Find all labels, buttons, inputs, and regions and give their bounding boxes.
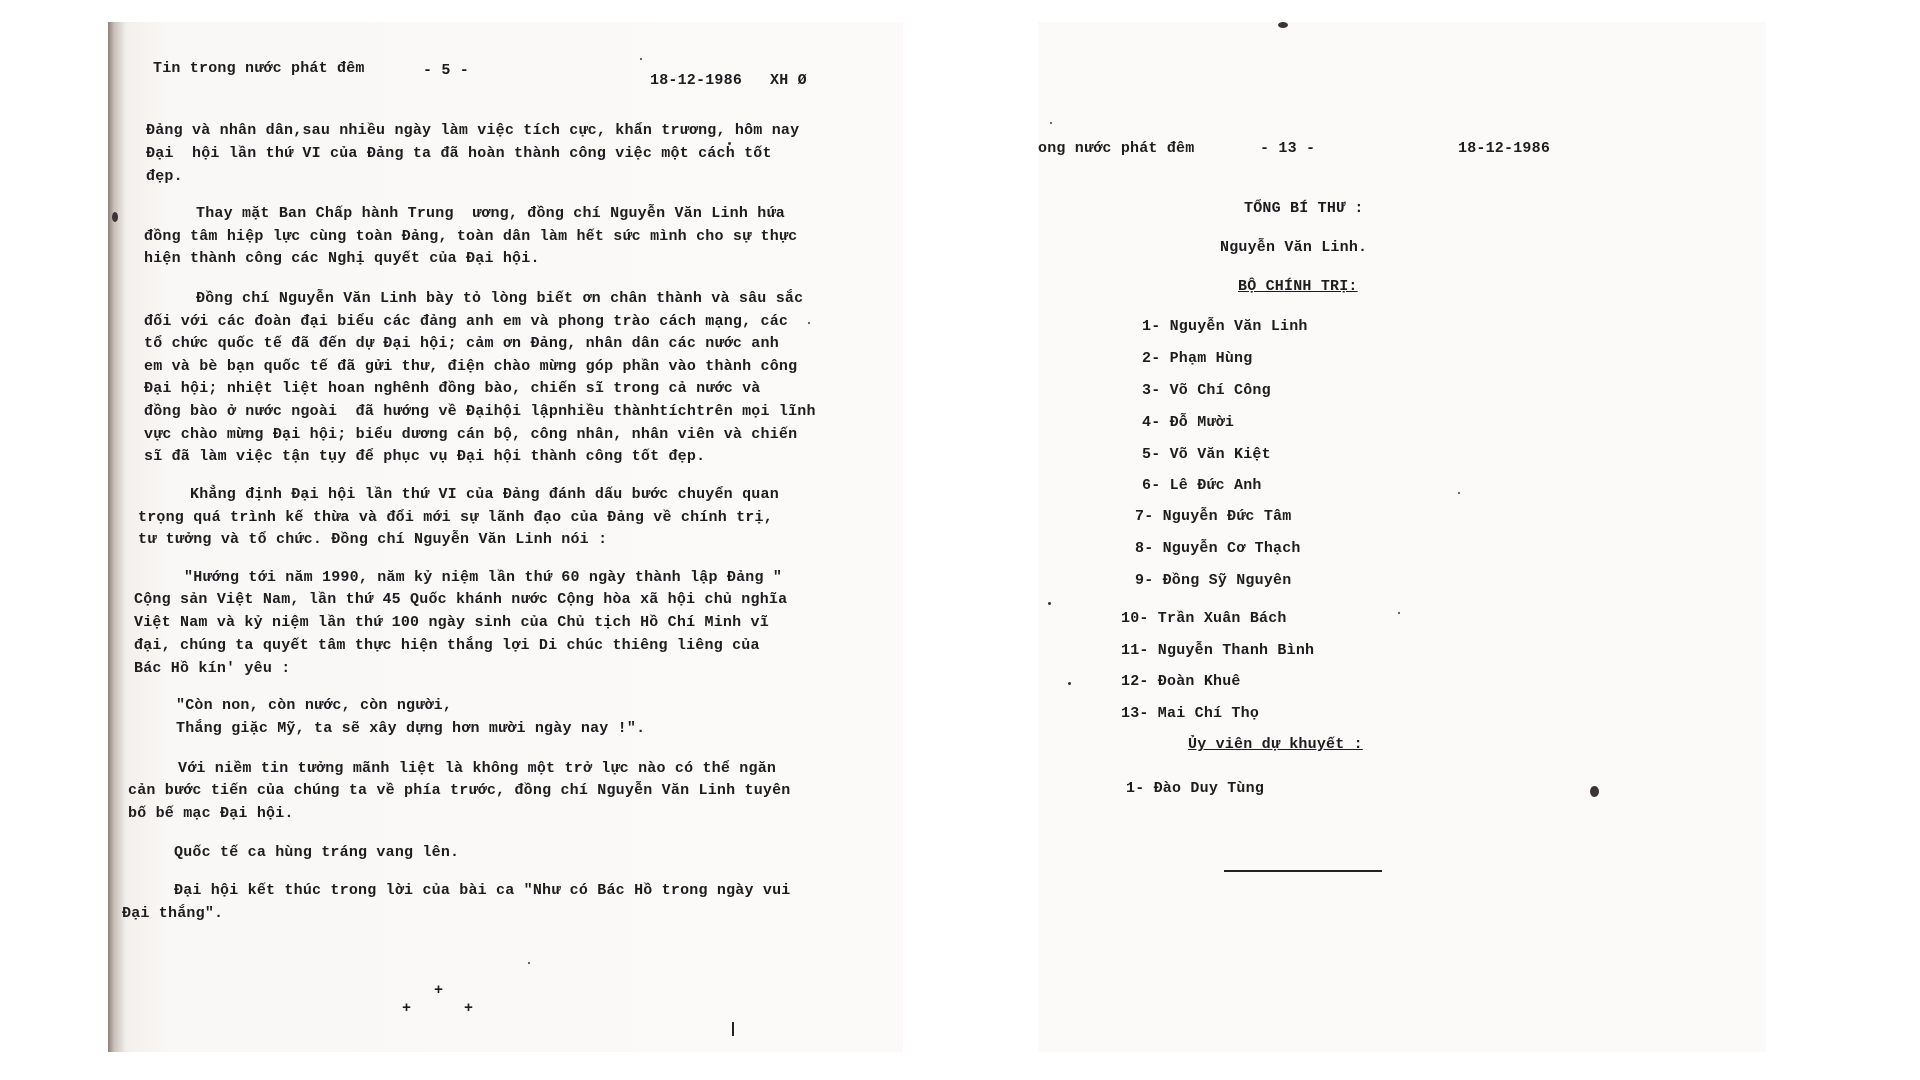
page-header-code: XH Ø	[770, 72, 807, 89]
paper-speck	[728, 142, 731, 145]
body-line: tổ chức quốc tế đã đến dự Đại hội; cảm ơn Đảng, nhân dân các nước anh	[144, 335, 779, 352]
politburo-member: 12- Đoàn Khuê	[1121, 673, 1241, 690]
body-line: Với niềm tin tưởng mãnh liệt là không một trở lực nào có thể ngăn	[178, 760, 777, 777]
body-line: đối với các đoàn đại biểu các đảng anh em và phong trào cách mạng, các	[144, 313, 789, 330]
document-page-left	[108, 22, 903, 1052]
body-line: em và bè bạn quốc tế đã gửi thư, điện chào mừng góp phần vào thành công	[144, 358, 798, 375]
page-number: - 13 -	[1260, 140, 1316, 157]
body-line: Khẳng định Đại hội lần thứ VI của Đảng đánh dấu bước chuyển quan	[190, 486, 779, 503]
politburo-member: 11- Nguyễn Thanh Bình	[1121, 642, 1315, 659]
body-line: Đại hội; nhiệt liệt hoan nghênh đồng bào, chiến sĩ trong cả nước và	[144, 380, 761, 397]
body-line: Đồng chí Nguyễn Văn Linh bày tỏ lòng biết ơn chân thành và sâu sắc	[196, 290, 804, 307]
general-secretary-heading: TỔNG BÍ THƯ :	[1244, 200, 1364, 217]
politburo-member: 6- Lê Đức Anh	[1142, 477, 1262, 494]
paper-speck	[1278, 22, 1288, 28]
politburo-member: 3- Võ Chí Công	[1142, 382, 1271, 399]
body-line: cản bước tiến của chúng ta về phía trước, đồng chí Nguyễn Văn Linh tuyên	[128, 782, 791, 799]
politburo-member: 9- Đồng Sỹ Nguyên	[1135, 572, 1292, 589]
politburo-member: 10- Trần Xuân Bách	[1121, 610, 1287, 627]
body-line: bố bế mạc Đại hội.	[128, 805, 294, 822]
page-header-date: 18-12-1986	[650, 72, 743, 89]
politburo-heading: BỘ CHÍNH TRỊ:	[1238, 278, 1358, 295]
poem-line: Thắng giặc Mỹ, ta sẽ xây dựng hơn mười ngày nay !".	[176, 720, 646, 737]
body-line: đồng tâm hiệp lực cùng toàn Đảng, toàn dân làm hết sức mình cho sự thực	[144, 228, 798, 245]
politburo-member: 1- Nguyễn Văn Linh	[1142, 318, 1308, 335]
paper-speck	[1398, 612, 1400, 614]
quote-line: Việt Nam và kỷ niệm lần thứ 100 ngày sinh của Chủ tịch Hồ Chí Minh vĩ	[134, 614, 769, 631]
body-line: đồng bào ở nước ngoài đã hướng về Đạihội lậpnhiều thànhtíchtrên mọi lĩnh	[144, 403, 816, 420]
body-line: Đại hội lần thứ VI của Đảng ta đã hoàn thành công việc một cách tốt	[146, 145, 772, 162]
end-mark: +	[434, 982, 444, 999]
paper-speck	[1048, 602, 1051, 605]
body-line: đẹp.	[146, 168, 183, 185]
quote-line: đại, chúng ta quyết tâm thực hiện thắng lợi Di chúc thiêng liêng của	[134, 637, 760, 654]
paper-speck	[1068, 682, 1071, 685]
general-secretary-name: Nguyễn Văn Linh.	[1220, 239, 1368, 256]
paper-speck	[528, 962, 530, 964]
end-mark: +	[402, 1000, 412, 1017]
body-line: Đảng và nhân dân,sau nhiều ngày làm việc tích cực, khẩn trương, hôm nay	[146, 122, 800, 139]
page-header-source: ong nước phát đêm	[1038, 140, 1195, 157]
alternate-heading: Ủy viên dự khuyết :	[1188, 736, 1363, 753]
paper-mark	[732, 1022, 734, 1036]
paper-speck	[808, 322, 810, 324]
paper-speck	[1590, 786, 1599, 797]
body-line: tư tưởng và tổ chức. Đồng chí Nguyễn Văn Linh nói :	[138, 531, 608, 548]
politburo-member: 5- Võ Văn Kiệt	[1142, 446, 1271, 463]
paper-speck	[1458, 492, 1460, 494]
page-header-date: 18-12-1986	[1458, 140, 1551, 157]
body-line: trọng quá trình kế thừa và đổi mới sự lãnh đạo của Đảng về chính trị,	[138, 509, 773, 526]
body-line: hiện thành công các Nghị quyết của Đại hội.	[144, 250, 540, 267]
paper-speck	[640, 58, 642, 60]
politburo-member: 13- Mai Chí Thọ	[1121, 705, 1260, 722]
body-line: Đại thắng".	[122, 905, 224, 922]
body-line: sĩ đã làm việc tận tụy để phục vụ Đại hội thành công tốt đẹp.	[144, 448, 706, 465]
body-line: Quốc tế ca hùng tráng vang lên.	[174, 844, 460, 861]
page-header-source: Tin trong nước phát đêm	[153, 60, 365, 77]
politburo-member: 7- Nguyễn Đức Tâm	[1135, 508, 1292, 525]
politburo-member: 8- Nguyễn Cơ Thạch	[1135, 540, 1301, 557]
quote-line: Bác Hồ kín' yêu :	[134, 660, 291, 677]
paper-speck	[1050, 122, 1052, 124]
quote-line: "Hướng tới năm 1990, năm kỷ niệm lần thứ 60 ngày thành lập Đảng "	[184, 569, 783, 586]
body-line: Đại hội kết thúc trong lời của bài ca "Như có Bác Hồ trong ngày vui	[174, 882, 791, 899]
page-number: - 5 -	[423, 62, 470, 79]
body-line: vực chào mừng Đại hội; biểu dương cán bộ, công nhân, nhân viên và chiến	[144, 426, 798, 443]
paper-speck	[112, 212, 118, 222]
end-mark: +	[464, 1000, 474, 1017]
quote-line: Cộng sản Việt Nam, lần thứ 45 Quốc khánh nước Cộng hòa xã hội chủ nghĩa	[134, 591, 788, 608]
alternate-member: 1- Đào Duy Tùng	[1126, 780, 1265, 797]
politburo-member: 4- Đỗ Mười	[1142, 414, 1235, 431]
body-line: Thay mặt Ban Chấp hành Trung ương, đồng chí Nguyễn Văn Linh hứa	[196, 205, 785, 222]
poem-line: "Còn non, còn nước, còn người,	[176, 697, 453, 714]
closing-rule	[1224, 870, 1382, 872]
politburo-member: 2- Phạm Hùng	[1142, 350, 1253, 367]
document-page-right	[1038, 22, 1766, 1052]
